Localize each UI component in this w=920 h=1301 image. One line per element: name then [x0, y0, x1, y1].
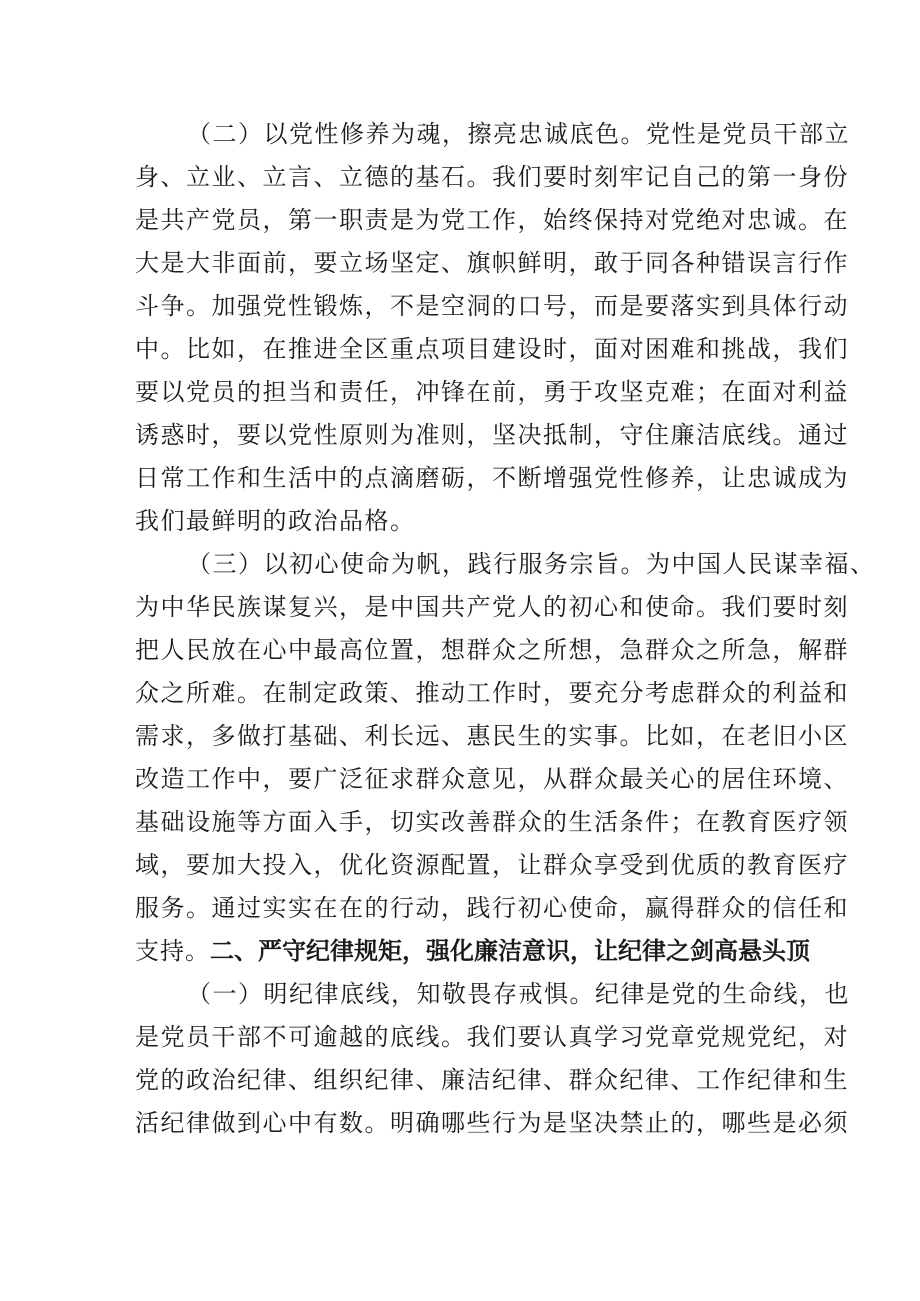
text-line: （三）以初心使命为帆，践行服务宗旨。为中国人民谋幸福、 [187, 550, 876, 578]
text-line: 斗争。加强党性锻炼，不是空洞的口号，而是要落实到具体行动 [135, 292, 849, 320]
text-line: 党的政治纪律、组织纪律、廉洁纪律、群众纪律、工作纪律和生 [135, 1066, 849, 1094]
text-line: 基础设施等方面入手，切实改善群众的生活条件；在教育医疗领 [135, 808, 849, 836]
text-line: 我们最鲜明的政治品格。 [135, 507, 416, 535]
text-line: 诱惑时，要以党性原则为准则，坚决抵制，守住廉洁底线。通过 [135, 421, 849, 449]
text-line: 是党员干部不可逾越的底线。我们要认真学习党章党规党纪，对 [135, 1023, 849, 1051]
paragraph-section-1-2 [135, 113, 850, 543]
text-line: 改造工作中，要广泛征求群众意见，从群众最关心的居住环境、 [135, 765, 849, 793]
section-heading: 二、严守纪律规矩，强化廉洁意识，让纪律之剑高悬头顶 [210, 937, 810, 965]
text-line: 要以党员的担当和责任，冲锋在前，勇于攻坚克难；在面对利益 [135, 378, 849, 406]
paragraph-section-1-3 [135, 543, 876, 973]
paragraph-section-2-1 [135, 973, 850, 1145]
text-line: （一）明纪律底线，知敬畏存戒惧。纪律是党的生命线，也 [187, 980, 850, 1008]
text-line: 域，要加大投入，优化资源配置，让群众享受到优质的教育医疗 [135, 851, 849, 879]
document-page [135, 113, 876, 1145]
text-line: 大是大非面前，要立场坚定、旗帜鲜明，敢于同各种错误言行作 [135, 249, 849, 277]
text-line: 为中华民族谋复兴，是中国共产党人的初心和使命。我们要时刻 [135, 593, 849, 621]
text-line: （二）以党性修养为魂，擦亮忠诚底色。党性是党员干部立 [187, 120, 850, 148]
text-line: 中。比如，在推进全区重点项目建设时，面对困难和挑战，我们 [135, 335, 849, 363]
text-line: 服务。通过实实在在的行动，践行初心使命，赢得群众的信任和 [135, 894, 849, 922]
text-line-with-heading [135, 930, 810, 973]
text-line: 是共产党员，第一职责是为党工作，始终保持对党绝对忠诚。在 [135, 206, 849, 234]
text-line: 把人民放在心中最高位置，想群众之所想，急群众之所急，解群 [135, 636, 849, 664]
text-line: 日常工作和生活中的点滴磨砺，不断增强党性修养，让忠诚成为 [135, 464, 849, 492]
text-line: 身、立业、立言、立德的基石。我们要时刻牢记自己的第一身份 [135, 163, 849, 191]
text-line: 需求，多做打基础、利长远、惠民生的实事。比如，在老旧小区 [135, 722, 849, 750]
text-line: 众之所难。在制定政策、推动工作时，要充分考虑群众的利益和 [135, 679, 849, 707]
text-line: 活纪律做到心中有数。明确哪些行为是坚决禁止的，哪些是必须 [135, 1109, 849, 1137]
paragraph-tail: 支持。 [135, 937, 210, 965]
